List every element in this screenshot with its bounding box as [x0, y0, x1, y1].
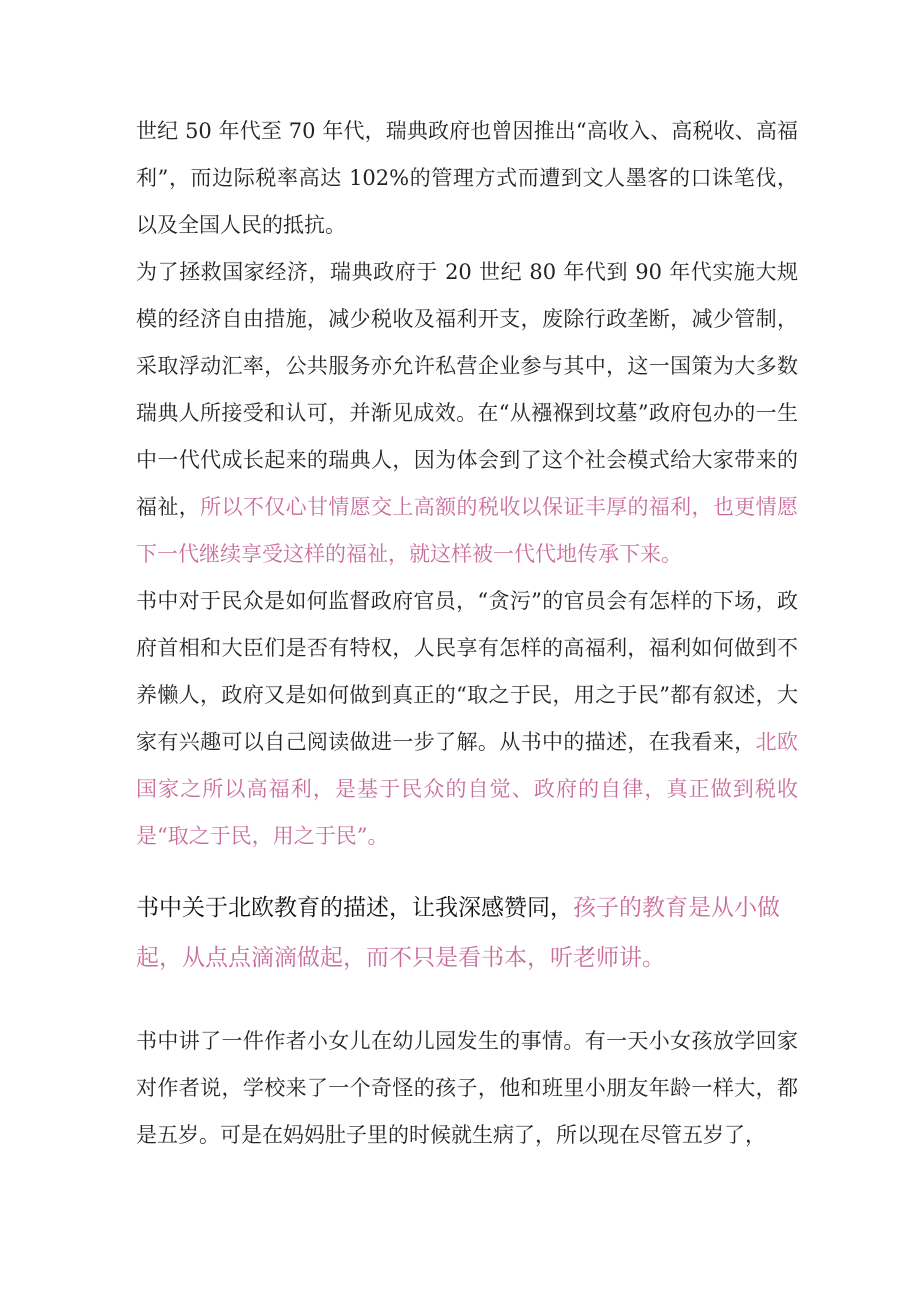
- paragraph-text: 书中对于民众是如何监督政府官员，“贪污”的官员会有怎样的下场，政府首相和大臣们是否有特权，人民享有怎样的高福利，福利如何做到不养懒人，政府又是如何做到真正的“取之于民，用之于民”都有叙述，大家有兴趣可以自己阅读做进一步了解。从书中的描述，在我看来，: [136, 589, 798, 754]
- section-heading-education: [136, 883, 798, 983]
- highlighted-text: 所以不仅心甘情愿交上高额的税收以保证丰厚的福利，也更情愿下一代继续享受这样的福祉，就这样被一代代地传承下来。: [136, 495, 799, 566]
- paragraph-text: 为了拯救国家经济，瑞典政府于 20 世纪 80 年代到 90 年代实施大规模的经济自由措施，减少税收及福利开支，废除行政垄断，减少管制，采取浮动汇率，公共服务亦允许私营企业参与其中，这一国策为大多数瑞典人所接受和认可，并渐见成效。在“从襁褓到坟墓”政府包办的一生中一代代成长起来的瑞典人，因为体会到了这个社会模式给大家带来的福祉，: [136, 260, 798, 519]
- paragraph-sweden-welfare-history: [136, 108, 798, 249]
- paragraph-text: 世纪 50 年代至 70 年代，瑞典政府也曾因推出“高收入、高税收、高福利”，而边际税率高达 102%的管理方式而遭到文人墨客的口诛笔伐，以及全国人民的抵抗。: [136, 119, 798, 237]
- heading-highlight: 孩子的教育是从小做起，从点点滴滴做起，而不只是看书本，听老师讲。: [136, 895, 780, 971]
- paragraph-economic-reform: [136, 249, 798, 578]
- highlighted-text: 北欧国家之所以高福利，是基于民众的自觉、政府的自律，真正做到税收是“取之于民，用之于民”。: [136, 730, 799, 848]
- paragraph-kindergarten-story: [136, 1018, 798, 1159]
- paragraph-government-supervision: [136, 578, 798, 860]
- paragraph-text: 书中讲了一件作者小女儿在幼儿园发生的事情。有一天小女孩放学回家对作者说，学校来了一个奇怪的孩子，他和班里小朋友年龄一样大，都是五岁。可是在妈妈肚子里的时候就生病了，所以现在尽管五岁了，: [136, 1029, 798, 1147]
- heading-text: 书中关于北欧教育的描述，让我深感赞同，: [136, 895, 573, 921]
